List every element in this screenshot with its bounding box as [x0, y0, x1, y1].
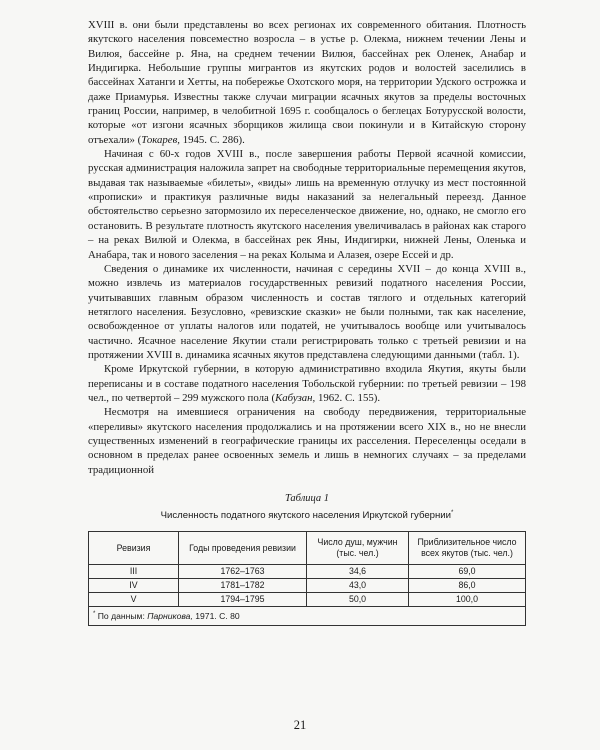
- table-row: [89, 565, 526, 579]
- cell-revision: V: [89, 593, 179, 607]
- table-header-row: [89, 532, 526, 565]
- cell-revision: III: [89, 565, 179, 579]
- population-table: [88, 531, 526, 607]
- page-number: 21: [293, 718, 307, 732]
- paragraph-4: Кроме Иркутской губернии, в которую административно входила Якутия, якуты были переписаны и в составе податного населения Тобольской губернии: по третьей ревизии – 198 чел., по четвертой – 299 мужского пола (Кабузан, 1962. С. 155).: [88, 363, 526, 404]
- cell-years: 1794–1795: [179, 593, 307, 607]
- table-row: [89, 579, 526, 593]
- table-footnote: * По данным: Парникова, 1971. С. 80: [88, 607, 526, 626]
- cell-revision: IV: [89, 579, 179, 593]
- header-male-souls: Число душ, мужчин (тыс. чел.): [307, 532, 409, 565]
- cell-male-souls: 50,0: [307, 593, 409, 607]
- body-text: [88, 18, 526, 477]
- cell-male-souls: 34,6: [307, 565, 409, 579]
- header-revision: Ревизия: [89, 532, 179, 565]
- cell-male-souls: 43,0: [307, 579, 409, 593]
- paragraph-3: Сведения о динамике их численности, начиная с середины XVII – до конца XVIII в., можно извлечь из материалов государственных ревизий податного населения России, учитывавших главным образом численность и состав тяглого и отдельных категорий нетяглого населения. Безусловно, «ревизские сказки» не были полными, так как население, освобожденное от уплаты налогов или податей, не учитывалось вообще или учитывалось частично. Ясачное население Якутии стали регистрировать только с третьей ревизии и на протяжении XVIII в. динамика ясачных якутов представлена следующими данными (табл. 1).: [88, 262, 526, 361]
- cell-total-yakuts: 100,0: [409, 593, 526, 607]
- cell-years: 1762–1763: [179, 565, 307, 579]
- table-number-label: Таблица 1: [284, 493, 330, 504]
- paragraph-5: Несмотря на имевшиеся ограничения на свободу передвижения, территориальные «переливы» якутского населения продолжались и на протяжении всего XIX в., но не внесли существенных изменений в географические границы их расселения. Переселенцы оседали в основном в пределах ранее освоенных земель и лишь в немногих случаях – за пределами традиционной: [88, 406, 526, 476]
- header-total-yakuts: Приблизительное число всех якутов (тыс. чел.): [409, 532, 526, 565]
- paragraph-2: Начиная с 60-х годов XVIII в., после завершения работы Первой ясачной комиссии, русская администрация наложила запрет на свободные территориальные перемещения якутов, выдавая так называемые «билеты», «виды» лишь на временную отлучку из мест постоянной «прописки» и практикуя различные виды наказаний за нелегальный переезд. Данное обстоятельство серьезно затормозило их переселенческое движение, но, однако, не смогло его остановить. В результате плотность якутского населения увеличивалась в районах как старого – на реках Вилюй и Олекма, в бассейнах рек Яны, Индигирки, нижней Лены, Оленька и Анабара, так и нового заселения – на реках Колыма и Алазея, озере Ессей и др.: [88, 148, 526, 261]
- paragraph-1: XVIII в. они были представлены во всех регионах их современного обитания. Плотность якутского населения повсеместно возросла – в устье р. Олекма, нижнем течении Лены и Вилюя, бассейне р. Яна, на среднем течении Вилюя, бассейнах рек Оленек, Анабар и Индигирка. Небольшие группы мигрантов из якутских родов и волостей заселились в бассейнах Хатанги и Хетты, на побережье Охотского моря, на территории Удского острожка и даже Приамурья. Известны также случаи миграции ясачных якутов за пределы восточных границ России, например, в челобитной 1695 г. сообщалось о беглецах Ботурусской волости, которые «от изгони ясачных зборщиков жилища свои покинули и в Китайскую сторону отъехали» (Токарев, 1945. С. 286).: [88, 19, 526, 146]
- cell-total-yakuts: 69,0: [409, 565, 526, 579]
- table-title: Численность податного якутского населения Иркутской губернии*: [160, 510, 454, 522]
- cell-years: 1781–1782: [179, 579, 307, 593]
- table-row: [89, 593, 526, 607]
- page-content: [88, 18, 526, 626]
- header-years: Годы проведения ревизии: [179, 532, 307, 565]
- cell-total-yakuts: 86,0: [409, 579, 526, 593]
